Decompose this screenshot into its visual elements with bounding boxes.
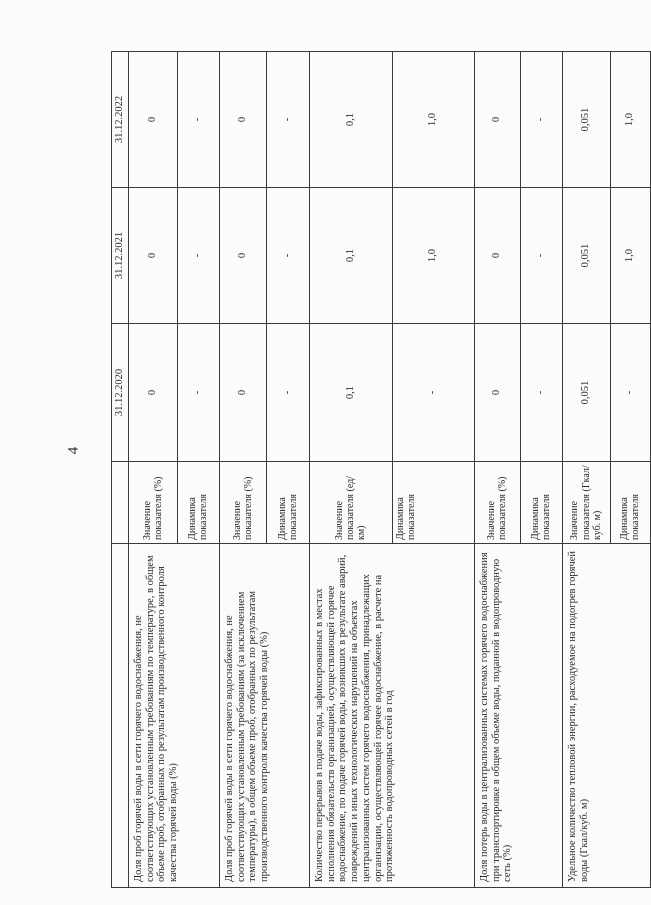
dynamics-cell: - [392,324,474,462]
value-cell: 0 [474,52,520,188]
value-label: Значение показателя (Гкал/куб. м) [562,462,610,544]
dynamics-cell: 1,0 [610,52,650,188]
dynamics-cell: - [610,324,650,462]
header-row [112,52,129,888]
dynamics-cell: - [177,188,219,324]
indicator-row-value [474,52,520,888]
value-label: Значение показателя (%) [219,462,266,544]
dynamics-cell: - [266,324,309,462]
indicators-table [111,51,651,888]
value-cell: 0 [474,324,520,462]
dynamics-label: Динамика показателя [610,462,650,544]
dynamics-cell: - [520,324,562,462]
value-label: Значение показателя (ед/км) [309,462,392,544]
indicator-row-value [219,52,266,888]
value-cell: 0,1 [309,188,392,324]
header-year-2022: 31.12.2022 [112,52,129,188]
rotated-table-container [111,52,642,888]
dynamics-cell: - [266,188,309,324]
value-cell: 0 [128,188,177,324]
dynamics-label: Динамика показателя [392,462,474,544]
header-year-2021: 31.12.2021 [112,188,129,324]
indicator-description: Количество перерывов в подаче воды, зафиксированных в местах исполнения обязательств организацией, осуществляющей горячее водоснабжение, по подаче горячей воды, возникших в результате аварий, повреждений и иных технологических нарушений на объектах централизованных систем горячего водоснабжения, принадлежащих организации, осуществляющей горячее водоснабжение, в расчете на протяженность водопроводных сетей в год [309,544,474,888]
value-label: Значение показателя (%) [128,462,177,544]
value-cell: 0 [128,52,177,188]
value-cell: 0 [474,188,520,324]
dynamics-cell: - [177,324,219,462]
value-cell: 0,051 [562,188,610,324]
indicator-description: Доля проб горячей воды в сети горячего водоснабжения, не соответствующих установленным требованиям (за исключением температуры), в общем объеме проб, отобранных по результатам производственного контроля качества горячей воды (%) [219,544,309,888]
dynamics-cell: - [520,52,562,188]
dynamics-cell: - [177,52,219,188]
value-cell: 0,1 [309,324,392,462]
dynamics-cell: - [520,188,562,324]
dynamics-label: Динамика показателя [177,462,219,544]
value-cell: 0 [128,324,177,462]
header-blank-description [112,544,129,888]
value-cell: 0,1 [309,52,392,188]
dynamics-cell: 1,0 [392,52,474,188]
indicator-description: Удельное количество тепловой энергии, расходуемое на подогрев горячей воды (Гкал/куб. м) [562,544,650,888]
value-cell: 0 [219,52,266,188]
value-cell: 0 [219,324,266,462]
dynamics-label: Динамика показателя [266,462,309,544]
indicator-row-value [562,52,610,888]
value-cell: 0 [219,188,266,324]
indicator-description: Доля проб горячей воды в сети горячего водоснабжения, не соответствующих установленным требованиям по температуре, в общем объеме проб, отобранных по результатам производственного контроля качества горячей воды (%) [128,544,219,888]
indicator-row-value [309,52,392,888]
dynamics-cell: - [266,52,309,188]
indicator-row-value [128,52,177,888]
header-blank-unit [112,462,129,544]
dynamics-cell: 1,0 [392,188,474,324]
page-number: 4 [65,446,82,455]
value-cell: 0,051 [562,52,610,188]
indicator-description: Доля потерь воды в централизованных системах горячего водоснабжения при транспортировке в общем объеме воды, поданной в водопроводную сеть (%) [474,544,562,888]
value-label: Значение показателя (%) [474,462,520,544]
value-cell: 0,051 [562,324,610,462]
dynamics-cell: 1,0 [610,188,650,324]
header-year-2020: 31.12.2020 [112,324,129,462]
dynamics-label: Динамика показателя [520,462,562,544]
